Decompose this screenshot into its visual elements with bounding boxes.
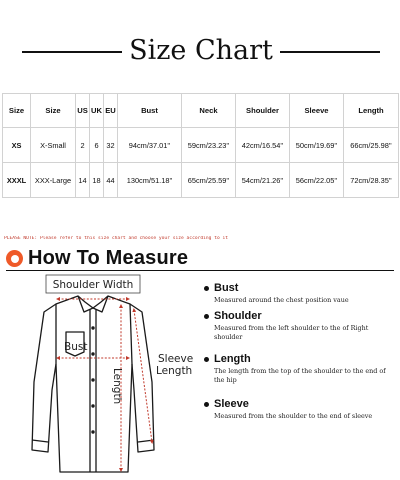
measure-desc: The length from the top of the shoulder to the end of the hip	[214, 367, 386, 384]
column-header: Size	[3, 94, 31, 128]
table-cell: XXX-Large	[31, 163, 76, 198]
table-cell: 94cm/37.01''	[118, 128, 182, 163]
sleeve-label-line1: Sleeve	[158, 353, 194, 365]
measure-item-shoulder	[204, 310, 398, 350]
table-cell: 6	[90, 128, 104, 163]
column-header: Shoulder	[236, 94, 290, 128]
measure-name: Bust	[214, 282, 239, 294]
circle-target-icon	[6, 250, 23, 267]
table-cell: 54cm/21.26''	[236, 163, 290, 198]
table-cell: 56cm/22.05''	[290, 163, 344, 198]
size-chart-header	[0, 0, 400, 90]
length-label: Length	[111, 368, 123, 405]
measure-item-bust	[204, 282, 398, 312]
shoulder-width-label: Shoulder Width	[52, 279, 134, 291]
table-row	[3, 128, 399, 163]
column-header: Size	[31, 94, 76, 128]
measure-name: Shoulder	[214, 310, 262, 322]
column-header: Bust	[118, 94, 182, 128]
shirt-diagram	[0, 272, 200, 480]
table-cell: X-Small	[31, 128, 76, 163]
table-cell: 130cm/51.18''	[118, 163, 182, 198]
title-rule-right	[280, 51, 380, 53]
table-cell: XXXL	[3, 163, 31, 198]
page-title: Size Chart	[129, 35, 273, 66]
section-divider	[6, 270, 394, 271]
measure-desc: Measured from the left shoulder to the of Right shoulder	[214, 324, 369, 341]
table-cell: XS	[3, 128, 31, 163]
measure-desc: Measured from the shoulder to the end of sleeve	[214, 412, 373, 420]
measure-name: Sleeve	[214, 398, 249, 410]
measure-desc: Measured around the chest position vaue	[214, 296, 349, 304]
bust-label: Bust	[64, 341, 88, 353]
measure-item-sleeve	[204, 398, 398, 438]
column-header: Sleeve	[290, 94, 344, 128]
bullet-dot-icon	[204, 314, 209, 319]
table-cell: 32	[104, 128, 118, 163]
table-row	[3, 163, 399, 198]
column-header: EU	[104, 94, 118, 128]
table-cell: 18	[90, 163, 104, 198]
bullet-dot-icon	[204, 357, 209, 362]
bullet-dot-icon	[204, 402, 209, 407]
size-table	[2, 93, 399, 198]
shirt-buttons	[91, 326, 94, 433]
column-header: Length	[344, 94, 399, 128]
table-cell: 65cm/25.59''	[182, 163, 236, 198]
table-cell: 72cm/28.35''	[344, 163, 399, 198]
table-cell: 42cm/16.54''	[236, 128, 290, 163]
bullet-dot-icon	[204, 286, 209, 291]
size-note: PLEASE NOTE: Please refer to this size chart and choose your size according to it	[4, 236, 229, 241]
measure-item-length	[204, 353, 398, 393]
table-cell: 14	[76, 163, 90, 198]
how-to-measure-title: How To Measure	[28, 247, 189, 269]
sleeve-label-line2: Length	[156, 365, 193, 377]
table-cell: 59cm/23.23''	[182, 128, 236, 163]
title-rule-left	[22, 51, 122, 53]
table-cell: 2	[76, 128, 90, 163]
table-header-row	[3, 94, 399, 128]
table-cell: 44	[104, 163, 118, 198]
table-cell: 66cm/25.98''	[344, 128, 399, 163]
column-header: UK	[90, 94, 104, 128]
column-header: US	[76, 94, 90, 128]
column-header: Neck	[182, 94, 236, 128]
table-cell: 50cm/19.69''	[290, 128, 344, 163]
measure-name: Length	[214, 353, 251, 365]
